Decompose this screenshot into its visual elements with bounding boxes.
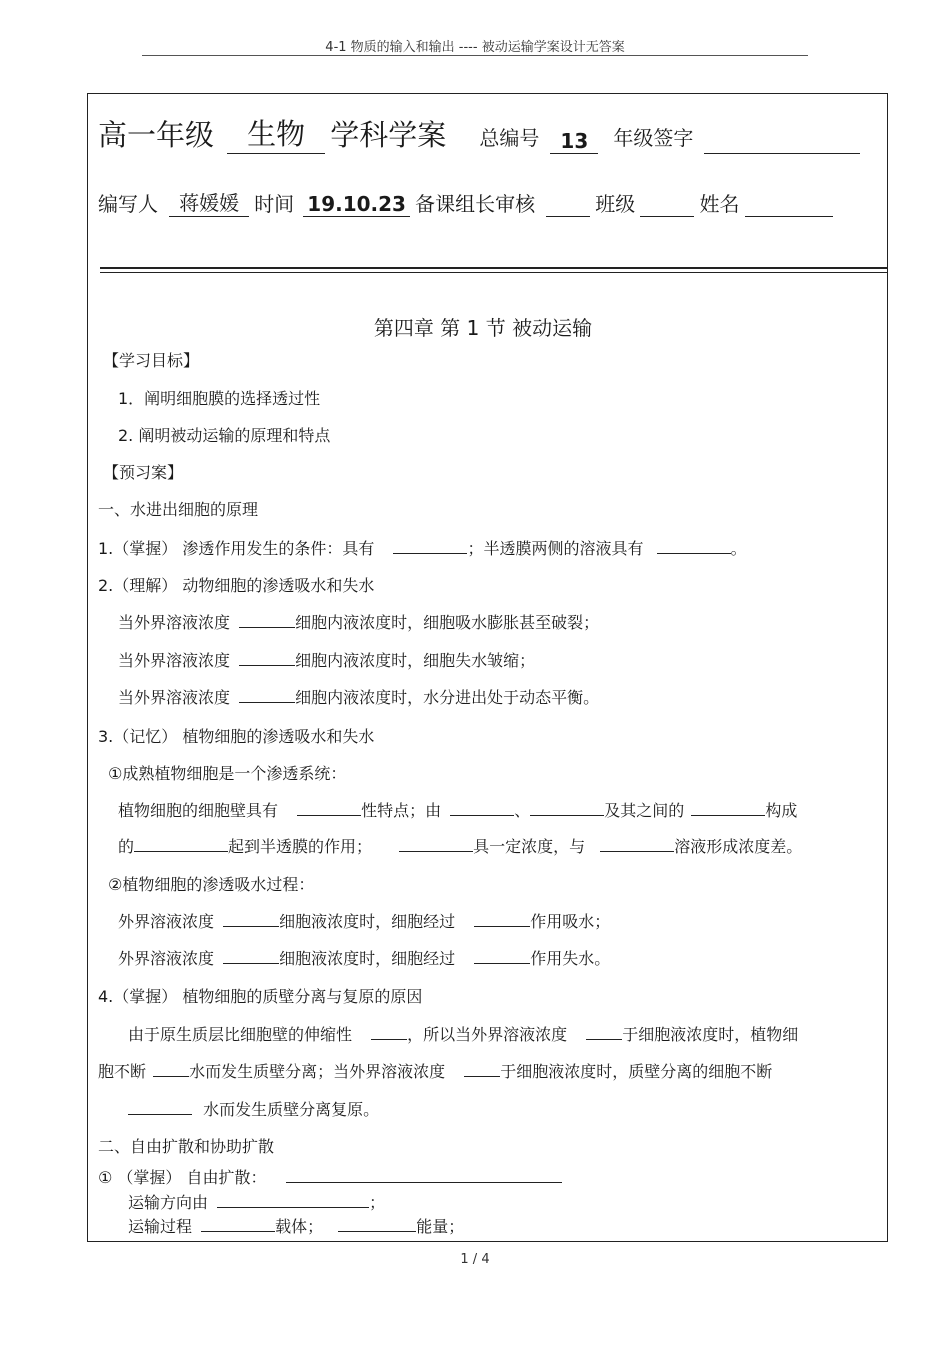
class-field [640,196,694,217]
question-2-line: 当外界溶液浓度 细胞内液浓度时，细胞吸水膨胀甚至破裂； [118,613,600,632]
answer-blank[interactable] [201,1215,275,1232]
answer-blank[interactable] [586,1023,622,1040]
section2-line: 运输过程 载体； 能量； [128,1217,465,1236]
answer-blank[interactable] [223,910,279,927]
goal-item: 1．阐明细胞膜的选择透过性 [118,389,321,408]
question-3-line: 的 起到半透膜的作用； 具一定浓度，与 溶液形成浓度差。 [118,837,803,856]
question-3-heading: 3.（记忆） 植物细胞的渗透吸水和失水 [98,727,375,746]
question-4-heading: 4.（掌握） 植物细胞的质壁分离与复原的原因 [98,987,423,1006]
answer-blank[interactable] [217,1191,369,1208]
running-header: 4-1 物质的输入和输出 ---- 被动运输学案设计无答案 [325,40,625,55]
question-3-sub1: ①成熟植物细胞是一个渗透系统： [108,764,347,783]
info-row [98,187,833,217]
total-no-value: 13 [550,129,598,154]
answer-blank[interactable] [134,835,228,852]
answer-blank[interactable] [297,799,361,816]
section2-heading: 二、自由扩散和协助扩散 [98,1137,275,1156]
answer-blank[interactable] [128,1098,192,1115]
preview-heading: 【预习案】 [103,463,184,482]
question-1: 1.（掌握） 渗透作用发生的条件：具有 ；半透膜两侧的溶液具有 。 [98,539,747,558]
section1-heading: 一、水进出细胞的原理 [98,500,259,519]
double-rule-bottom [100,272,888,273]
question-4-line: 由于原生质层比细胞壁的伸缩性 ，所以当外界溶液浓度 于细胞液浓度时，植物细 [128,1025,799,1044]
question-2-line: 当外界溶液浓度 细胞内液浓度时，细胞失水皱缩； [118,651,536,670]
answer-blank[interactable] [338,1215,416,1232]
time-label: 时间 [254,192,295,216]
question-3-sub2: ②植物细胞的渗透吸水过程： [108,875,315,894]
class-label: 班级 [595,192,636,216]
answer-blank[interactable] [600,835,674,852]
goals-heading: 【学习目标】 [103,351,200,370]
answer-blank[interactable] [657,537,731,554]
answer-blank[interactable] [691,799,765,816]
answer-blank[interactable] [223,947,279,964]
section2-line: ① （掌握） 自由扩散： [98,1165,562,1188]
answer-blank[interactable] [371,1023,407,1040]
answer-blank[interactable] [239,686,295,703]
author-label: 编写人 [98,192,158,216]
name-label: 姓名 [699,192,740,216]
subject-value: 生物 [227,112,325,154]
answer-blank[interactable] [450,799,514,816]
answer-blank[interactable] [153,1060,189,1077]
question-4-line: 胞不断 水而发生质壁分离；当外界溶液浓度 于细胞液浓度时，质壁分离的细胞不断 [98,1062,773,1081]
grade-sign-label: 年级签字 [613,126,694,150]
question-4-line: 水而发生质壁分离复原。 [128,1097,379,1120]
answer-blank[interactable] [464,1060,500,1077]
grade-sign-field [704,131,860,154]
answer-blank[interactable] [239,611,295,628]
answer-blank[interactable] [286,1166,562,1183]
question-2-line: 当外界溶液浓度 细胞内液浓度时，水分进出处于动态平衡。 [118,688,600,707]
answer-blank[interactable] [474,947,530,964]
answer-blank[interactable] [239,649,295,666]
goal-item: 2. 阐明被动运输的原理和特点 [118,426,331,445]
answer-blank[interactable] [393,537,467,554]
name-field [745,196,833,217]
answer-blank[interactable] [530,799,604,816]
section2-line: 运输方向由 ； [128,1193,386,1212]
header-rule [142,55,808,56]
author-value: 蒋媛媛 [169,187,249,217]
chapter-title: 第四章 第 1 节 被动运输 [373,316,593,340]
double-rule-top [100,267,888,269]
total-no-label: 总编号 [479,126,540,150]
question-3-line: 植物细胞的细胞壁具有 性特点；由 、 及其之间的 构成 [118,801,798,820]
question-2-heading: 2.（理解） 动物细胞的渗透吸水和失水 [98,576,375,595]
question-3-line: 外界溶液浓度 细胞液浓度时，细胞经过 作用吸水； [118,912,611,931]
title-row [98,112,860,154]
plan-label: 学科学案 [330,118,447,152]
question-3-line: 外界溶液浓度 细胞液浓度时，细胞经过 作用失水。 [118,949,611,968]
review-field [546,196,590,217]
review-label: 备课组长审核 [415,192,536,216]
page-number: 1 / 4 [460,1252,490,1267]
answer-blank[interactable] [474,910,530,927]
answer-blank[interactable] [399,835,473,852]
grade-label: 高一年级 [98,118,215,152]
date-value: 19.10.23 [303,192,410,217]
